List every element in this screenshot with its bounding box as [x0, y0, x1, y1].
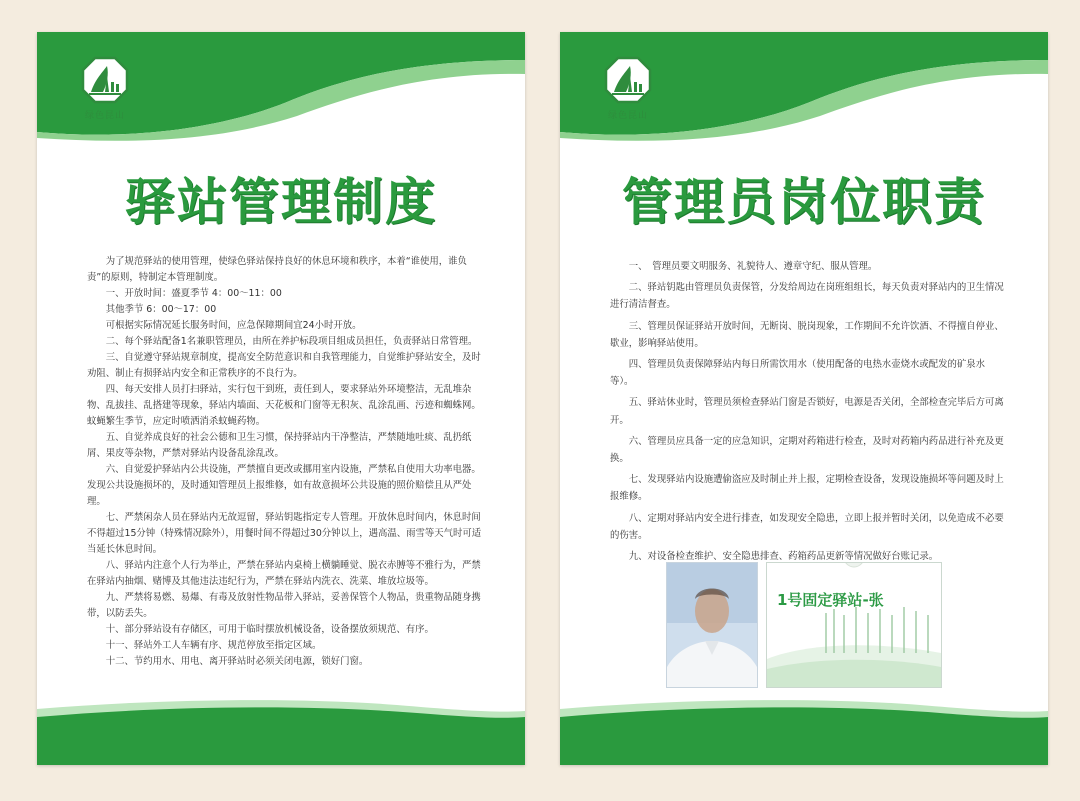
staff-photo	[666, 562, 758, 688]
poster-admin-duties	[560, 32, 1048, 765]
station-card	[766, 562, 942, 688]
paragraph: 六、自觉爱护驿站内公共设施，严禁擅自更改或挪用室内设施，严禁私自使用大功率电器。发现公共设施损坏的，及时通知管理员上报维修，如有故意损坏公共设施的照价赔偿且从严处理。	[87, 464, 481, 507]
paragraph: 十一、驿站外工人车辆有序、规范停放至指定区域。	[105, 640, 322, 651]
logo-text: 绿色昆山	[607, 111, 648, 121]
paragraph: 四、每天安排人员打扫驿站，实行包干到班，责任到人，要求驿站外环境整洁，无乱堆杂物、乱拔挂、乱搭建等现象，驿站内墙面、天花板和门窗等无积灰、乱涂乱画、污迹和蜘蛛网。蚊蝇繁生季节，应定时喷洒消杀蚊蝇药物。	[87, 384, 481, 427]
paragraph: 十、部分驿站设有存储区，可用于临时摆放机械设备，设备摆放须规范、有序。	[105, 624, 434, 635]
rules-text	[87, 254, 482, 670]
paragraph: 二、每个驿站配备1名兼职管理员，由所在养护标段项目组成员担任，负责驿站日常管理。	[105, 336, 478, 347]
station-label: 1号固定驿站-张	[777, 591, 884, 609]
poster-title: 管理员岗位职责	[622, 173, 986, 231]
logo	[75, 56, 135, 142]
paragraph: 六、管理员应具备一定的应急知识，定期对药箱进行检查，及时对药箱内药品进行补充及更换。	[610, 435, 1004, 465]
paragraph: 三、自觉遵守驿站规章制度，提高安全防范意识和自我管理能力，自觉维护驿站安全，及时劝阻、制止有损驿站内安全和正常秩序的不良行为。	[87, 352, 481, 379]
paragraph: 八、驿站内注意个人行为举止，严禁在驿站内桌椅上横躺睡觉、脱衣赤膊等不雅行为，严禁在驿站内抽烟、赌博及其他违法违纪行为，严禁在驿站内洗衣、洗菜、堆放垃圾等。	[87, 560, 481, 587]
footer-wave	[560, 695, 1048, 765]
paragraph: 五、驿站休业时，管理员须检查驿站门窗是否锁好，电源是否关闭，全部检查完毕后方可离开。	[610, 397, 1004, 426]
paragraph: 为了规范驿站的使用管理，使绿色驿站保持良好的休息环境和秩序，本着“谁使用，谁负责”的原则，特制定本管理制度。	[87, 256, 467, 283]
paragraph: 八、定期对驿站内安全进行排查，如发现安全隐患，立即上报并暂时关闭，以免造成不必要的伤害。	[610, 512, 1004, 541]
card-background	[767, 563, 941, 687]
paragraph: 一、开放时间：盛夏季节 4：00～11：00	[105, 288, 282, 299]
paragraph: 九、对设备检查维护、安全隐患排查、药箱药品更新等情况做好台账记录。	[628, 551, 939, 563]
paragraph: 三、管理员保证驿站开放时间，无断岗、脱岗现象，工作期间不允许饮酒、不得擅自停业、歇业，影响驿站使用。	[610, 320, 1004, 349]
logo	[598, 56, 658, 142]
logo-text: 绿色昆山	[84, 111, 125, 121]
poster-title: 驿站管理制度	[125, 173, 437, 231]
person-photo-icon	[667, 563, 757, 687]
paragraph: 四、管理员负责保障驿站内每日所需饮用水（使用配备的电热水壶烧水或配发的矿泉水等）。	[610, 359, 986, 388]
paragraph: 七、严禁闲杂人员在驿站内无故逗留，驿站钥匙指定专人管理。开放休息时间内，休息时间不得超过15分钟（特殊情况除外），用餐时间不得超过30分钟以上，遇高温、雨雪等天气时可适当延长休息时间。	[87, 512, 482, 555]
paragraph: 可根据实际情况延长服务时间，应急保障期间宜24小时开放。	[105, 320, 362, 331]
pagoda-logo-icon	[604, 56, 652, 104]
pagoda-logo-icon	[81, 56, 129, 104]
footer-wave	[37, 695, 525, 765]
paragraph: 其他季节 6：00～17：00	[105, 304, 217, 315]
paragraph: 七、发现驿站内设施遭偷盗应及时制止并上报，定期检查设备，发现设施损坏等问题及时上报维修。	[610, 474, 1004, 503]
paragraph: 二、驿站钥匙由管理员负责保管，分发给周边在岗班组组长，每天负责对驿站内的卫生情况进行清洁督查。	[610, 282, 1004, 311]
paragraph: 十二、节约用水、用电、离开驿站时必须关闭电源，锁好门窗。	[105, 656, 369, 667]
poster-management-rules	[37, 32, 525, 765]
paragraph: 一、 管理员要文明服务、礼貌待人、遵章守纪、服从管理。	[628, 261, 878, 272]
paragraph: 九、严禁将易燃、易爆、有毒及放射性物品带入驿站，妥善保管个人物品，贵重物品随身携带，以防丢失。	[87, 592, 481, 619]
paragraph: 五、自觉养成良好的社会公德和卫生习惯，保持驿站内干净整洁，严禁随地吐痰、乱扔纸屑、果皮等杂物，严禁对驿站内设备乱涂乱改。	[87, 432, 472, 459]
duties-text	[610, 258, 1005, 569]
